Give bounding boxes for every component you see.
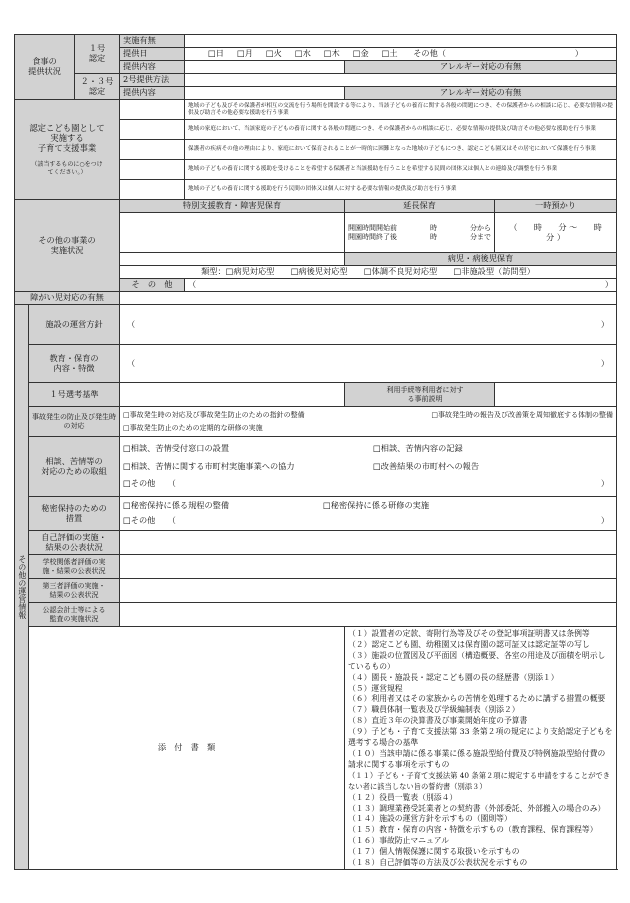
attachment-item: （６）利用者又はその家族からの苦情を処理するために講ずる措置の概要 [348, 694, 606, 704]
other-sonota-open: （ [188, 279, 197, 290]
sodan-item-4[interactable]: □その他 （ [123, 478, 176, 489]
meals-houhou-value[interactable] [185, 74, 617, 87]
jiko-checklist [120, 407, 617, 437]
sodan-item-2[interactable]: □相談、苦情に関する市町村実施事業への協力 [123, 460, 295, 471]
kosodate-label-cell [15, 100, 120, 200]
kaikei-value[interactable] [120, 603, 617, 627]
naiyou-open: （ [127, 357, 136, 368]
other-jigyo-label: その他の事業の 実施状況 [15, 200, 120, 292]
gakko-hyoka-label: 学校関係者評価の実 施・結果の公表状況 [29, 555, 120, 579]
unei-side-label-text: その他の運営情報 [17, 554, 27, 619]
day-other-label[interactable]: その他（ [413, 48, 446, 59]
gakko-hyoka-value[interactable] [120, 555, 617, 579]
kosodate-mark-1[interactable] [120, 120, 185, 140]
hoshin-open: （ [127, 318, 136, 329]
attachment-item: （４）園長・施設長・認定こども園の長の経歴書（別添１） [348, 672, 559, 682]
naiyou-value[interactable] [120, 345, 617, 383]
hoshin-close: ） [600, 318, 610, 329]
attachment-item: （１５）教育・保育の内容・特徴を示すもの（教育課程、保育課程等） [348, 825, 598, 835]
meals-naiyou2-label: 提供内容 [120, 87, 185, 100]
senko-label: １号選考基準 [29, 383, 120, 407]
attachment-item: （１４）施設の運営方針を示すもの（園則等） [348, 814, 512, 824]
shogai-label: 障がい児対応の有無 [15, 292, 120, 305]
encho-shuryo-label: 開園時間終了後 [348, 232, 398, 241]
other-sonota-close: ） [604, 279, 614, 290]
meals-naiyou1-value[interactable] [185, 61, 345, 74]
day-wed-checkbox[interactable]: □水 [294, 48, 311, 59]
meals-days [208, 49, 459, 59]
attachment-item: （１６）事故防止マニュアル [348, 836, 450, 846]
meals-days-cell [185, 48, 617, 61]
jiko-item-2[interactable]: □事故発生防止のための定期的な研修の実施 [123, 423, 263, 432]
sodan-checklist [120, 437, 617, 497]
kosodate-item-0: 地域の子ども及びその保護者が相互の交流を行う場所を開設する等により、当該子どもの養育に関する各般の問題につき、その保護者からの相談に応じ、必要な情報の提供及び助言その他必要な援助を行う事業 [185, 100, 617, 120]
tokubetsu-header: 特別支援教育・障害児保育 [120, 200, 345, 213]
jiko-hyoka-label: 自己評価の実施・ 結果の公表状況 [29, 531, 120, 555]
kosodate-mark-3[interactable] [120, 160, 185, 180]
ichiji-time: （ 時 分 ～ 時 分 ） [509, 221, 619, 242]
attachment-item: （８）直近３年の決算書及び事業開始年度の予算書 [348, 716, 528, 726]
attachment-item: （７）職員体制一覧表及び学級編制表（別添２） [348, 705, 520, 715]
encho-kaishi-ji: 時 [430, 224, 438, 233]
hoshin-label: 施設の運営方針 [29, 305, 120, 345]
day-tue-checkbox[interactable]: □火 [265, 48, 282, 59]
kosodate-note: （該当するものに○をつけ てください。） [31, 161, 103, 176]
daisansha-value[interactable] [120, 579, 617, 603]
sodan-label: 相談、苦情等の 対応のための取組 [29, 437, 120, 497]
day-fri-checkbox[interactable]: □金 [352, 48, 369, 59]
attachment-item: （１２）役員一覧表（別添４） [348, 792, 458, 802]
meals-jisshi-value[interactable] [185, 35, 617, 48]
attachment-item: （１３）調理業務受託業者との契約書（外部委託、外部搬入の場合のみ） [348, 803, 606, 813]
himitsu-checklist [120, 497, 617, 531]
himitsu-close: ） [600, 515, 610, 525]
kosodate-item-3: 地域の子どもの養育に関する援助を受けることを希望する保護者と当該援助を行うことを希望する民間の団体又は個人との連絡及び調整を行う事業 [185, 160, 617, 180]
attachment-item: （１８）自己評価等の方法及び公表状況を示すもの [348, 858, 528, 868]
kosodate-item-4: 地域の子どもの養育に関する援助を行う民間の団体又は個人に対する必要な情報の提供及び助言を行う事業 [185, 180, 617, 200]
encho-kaishi-label: 開園時間開始前 [348, 224, 398, 233]
attachments-list [345, 627, 617, 870]
attachment-item: （９）子ども・子育て支援法第 33 条第２項の規定により支給認定子どもを選考する場合の基準 [348, 727, 613, 748]
meals-g23-label: ２・３号 認定 [75, 74, 120, 100]
day-mon-checkbox[interactable]: □月 [236, 48, 253, 59]
day-other-close: ） [574, 48, 584, 59]
kosodate-item-2: 保護者の疾病その他の理由により、家庭において保育されることが一時的に困難となった地域の子どもにつき、認定こども園又はその居宅において保護を行う事業 [185, 140, 617, 160]
kaikei-label: 公認会計士等による 監査の実施状況 [29, 603, 120, 627]
meals-label: 食事の 提供状況 [15, 35, 75, 100]
encho-kaishi-fun: 分から [470, 224, 492, 233]
encho-shuryo-fun: 分まで [470, 232, 492, 241]
day-sat-checkbox[interactable]: □土 [381, 48, 398, 59]
himitsu-item-2[interactable]: □その他 （ [123, 515, 176, 525]
meals-allergy2-label: アレルギー対応の有無 [345, 87, 617, 100]
attachments-label: 添 付 書 類 [29, 627, 345, 870]
meals-g1-label: １号 認定 [75, 35, 120, 74]
hoshin-value[interactable] [120, 305, 617, 345]
attachment-item: （１７）個人情報保護に関する取扱いを示すもの [348, 847, 520, 857]
kosodate-mark-2[interactable] [120, 140, 185, 160]
naiyou-close: ） [600, 357, 610, 368]
encho-shuryo-ji: 時 [430, 232, 438, 241]
ichiji-value[interactable] [495, 213, 617, 253]
kosodate-title: 認定こども園として 実施する 子育て支援事業 [29, 123, 105, 154]
jiko-item-1[interactable]: □事故発生時の報告及び改善策を周知徹底する体制の整備 [431, 411, 614, 420]
setsumei-text: 利用手続等利用者に対する事前説明 [386, 386, 464, 403]
sodan-item-1[interactable]: □相談、苦情内容の記録 [373, 442, 463, 453]
day-sun-checkbox[interactable]: □日 [208, 48, 224, 59]
kosodate-mark-4[interactable] [120, 180, 185, 200]
form-table [14, 34, 617, 870]
encho-header: 延長保育 [345, 200, 495, 213]
himitsu-item-0[interactable]: □秘密保持に係る規程の整備 [123, 500, 230, 511]
himitsu-label: 秘密保持のための 措置 [29, 497, 120, 531]
byoji-blank [120, 253, 345, 266]
jiko-label: 事故発生の防止及び発生時の対応 [29, 407, 120, 437]
attachment-item: （３）施設の位置図及び平面図（構造概要、各室の用途及び面積を明示しているもの） [348, 650, 606, 671]
kosodate-mark-0[interactable] [120, 100, 185, 120]
application-form [14, 34, 619, 870]
meals-houhou-label: 2号提供方法 [120, 74, 185, 87]
meals-naiyou1-label: 提供内容 [120, 61, 185, 74]
ichiji-header: 一時預かり [495, 200, 617, 213]
himitsu-item-1[interactable]: □秘密保持に係る研修の実施 [323, 500, 430, 511]
other-sonota-label: そ の 他 [120, 279, 185, 292]
setsumei-label [345, 383, 495, 407]
senko-value[interactable] [120, 383, 345, 407]
jiko-item-0[interactable]: □事故発生時の対応及び事故発生防止のための指針の整備 [123, 411, 305, 420]
jiko-hyoka-value[interactable] [120, 531, 617, 555]
day-thu-checkbox[interactable]: □木 [323, 48, 340, 59]
encho-value[interactable] [345, 213, 495, 253]
meals-allergy1-label: アレルギー対応の有無 [345, 61, 617, 74]
sodan-item-0[interactable]: □相談、苦情受付窓口の設置 [123, 442, 230, 453]
unei-side-label [15, 305, 29, 870]
setsumei-value[interactable] [495, 383, 617, 407]
byoji-header: 病児・病後児保育 [345, 253, 617, 266]
meals-teikyobi-label: 提供日 [120, 48, 185, 61]
other-sonota-value[interactable] [185, 279, 617, 292]
shogai-value[interactable] [120, 292, 617, 305]
attachment-item: （１）設置者の定款、寄附行為等及びその登記事項証明書又は条例等 [348, 629, 590, 638]
attachment-item: （１１）子ども・子育て支援法第 40 条第２項に規定する申請をすることができない者に該当しない旨の誓約書（別添３） [348, 770, 611, 791]
daisansha-label: 第三者評価の実施・ 結果の公表状況 [29, 579, 120, 603]
sodan-close: ） [600, 478, 610, 489]
tokubetsu-value[interactable] [120, 213, 345, 253]
byoji-shurui[interactable]: 類型：□病児対応型 □病後児対応型 □体調不良児対応型 □非施設型（訪問型） [120, 266, 617, 279]
meals-jisshi-label: 実施有無 [120, 35, 185, 48]
kosodate-item-1: 地域の家庭において、当該家庭の子どもの養育に関する各般の問題につき、その保護者からの相談に応じ、必要な情報の提供及び助言その他必要な援助を行う事業 [185, 120, 617, 140]
attachment-item: （５）運営規程 [348, 683, 403, 693]
sodan-item-3[interactable]: □改善結果の市町村への報告 [373, 460, 480, 471]
naiyou-label: 教育・保育の 内容・特徴 [29, 345, 120, 383]
attachment-item: （１０）当該申請に係る事業に係る施設型給付費及び特例施設型給付費の請求に関する事項を示すもの [348, 748, 606, 769]
meals-naiyou2-value[interactable] [185, 87, 345, 100]
attachment-item: （２）認定こども園、幼稚園又は保育園の認可証又は認定証等の写し [348, 639, 590, 649]
